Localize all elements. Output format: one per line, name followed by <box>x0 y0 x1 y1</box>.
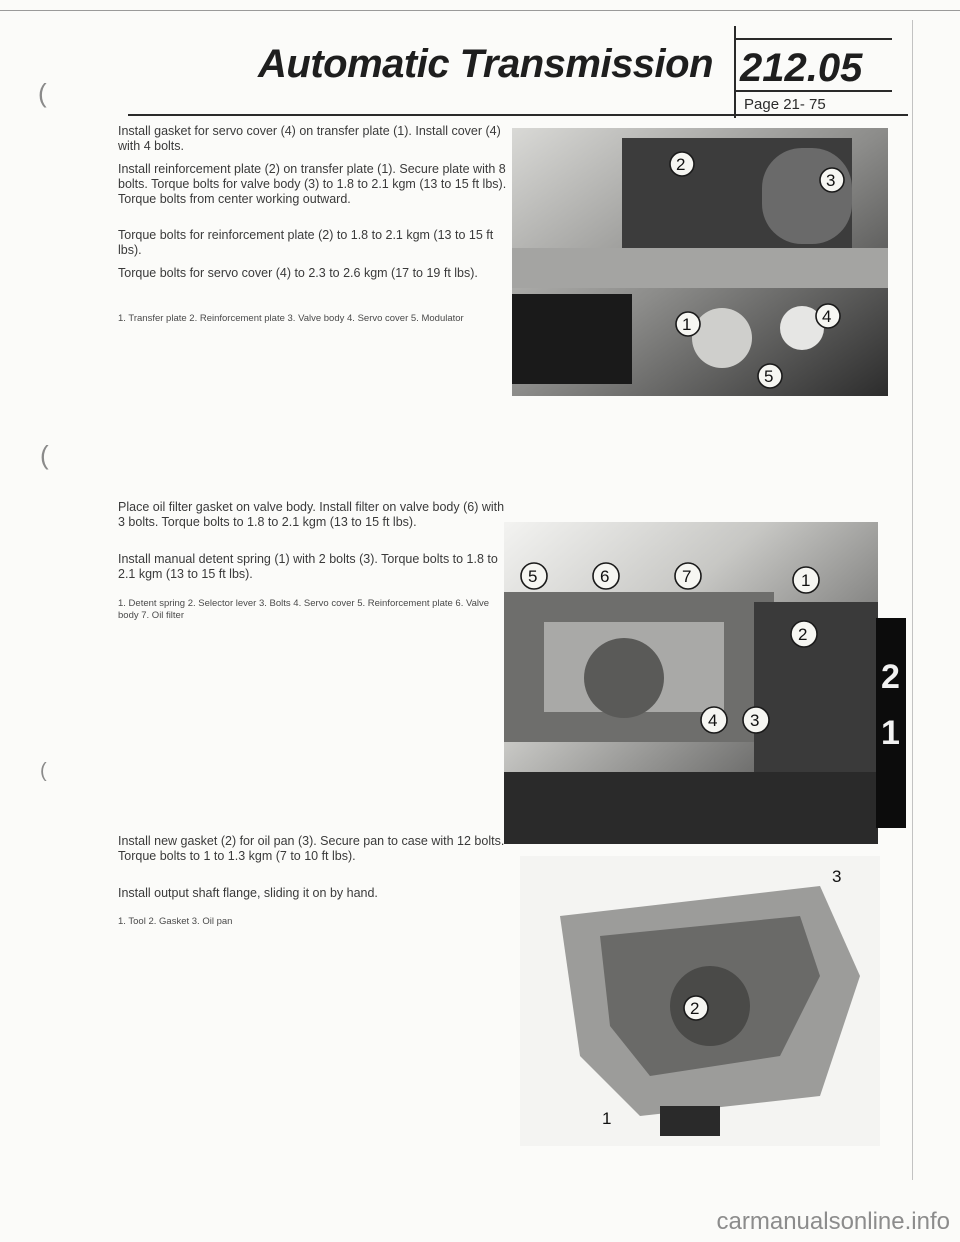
instruction-paragraph: Torque bolts for reinforcement plate (2) to 1.8 to 2.1 kgm (13 to 15 ft lbs). <box>118 228 494 257</box>
valve-body-photo <box>512 128 888 396</box>
instruction-paragraph: Install reinforcement plate (2) on transfer plate (1). Secure plate with 8 bolts. Torque bolts for valve body (3) to 1.8 to 2.1 kgm (13 to 15 ft lbs). Torque bolts from center working outward. <box>118 162 507 206</box>
svg-text:3: 3 <box>826 171 836 190</box>
punch-hole-mark: ( <box>40 760 47 782</box>
callout-5 <box>758 364 782 388</box>
page-title: Automatic Transmission <box>258 42 714 86</box>
callout-1 <box>602 1109 611 1128</box>
svg-text:4: 4 <box>708 711 718 730</box>
callout-2 <box>684 996 708 1020</box>
page-number: Page 21- 75 <box>744 96 826 113</box>
svg-text:7: 7 <box>682 567 692 586</box>
callout-1 <box>676 312 700 336</box>
svg-text:2: 2 <box>798 625 808 644</box>
punch-hole-mark: ( <box>38 78 47 108</box>
figure-legend: 1. Transfer plate 2. Reinforcement plate 3. Valve body 4. Servo cover 5. Modulator <box>118 313 464 324</box>
svg-text:3: 3 <box>750 711 760 730</box>
oil-pan-photo <box>520 856 880 1146</box>
filter-install-photo <box>504 522 878 844</box>
instruction-paragraph: Install gasket for servo cover (4) on transfer plate (1). Install cover (4) with 4 bolts. <box>118 124 501 153</box>
page-edge-line <box>912 20 913 1180</box>
section-number: 212.05 <box>740 46 863 90</box>
callout-5 <box>521 563 547 589</box>
punch-hole-mark: ( <box>40 440 49 470</box>
instruction-paragraph: Install output shaft flange, sliding it on by hand. <box>118 886 378 900</box>
callout-3 <box>743 707 769 733</box>
tab-digit: 1 <box>881 714 900 752</box>
callout-3 <box>820 168 844 192</box>
svg-text:6: 6 <box>600 567 610 586</box>
chapter-side-tab <box>876 618 906 828</box>
callout-4 <box>816 304 840 328</box>
callout-6 <box>593 563 619 589</box>
top-scan-line <box>0 10 960 11</box>
watermark: carmanualsonline.info <box>716 1208 950 1235</box>
svg-text:4: 4 <box>822 307 832 326</box>
callout-2 <box>791 621 817 647</box>
instruction-paragraph: Install manual detent spring (1) with 2 bolts (3). Torque bolts to 1.8 to 2.1 kgm (13 to 15 ft lbs). <box>118 552 498 581</box>
svg-text:3: 3 <box>832 867 842 886</box>
instruction-paragraph: Install new gasket (2) for oil pan (3). Secure pan to case with 12 bolts. Torque bolts to 1 to 1.3 kgm (7 to 10 ft lbs). <box>118 834 505 863</box>
svg-text:1: 1 <box>602 1109 612 1128</box>
callout-3 <box>832 867 841 886</box>
svg-text:2: 2 <box>676 155 686 174</box>
header-rule <box>128 114 908 116</box>
callout-7 <box>675 563 701 589</box>
figure-legend: 1. Tool 2. Gasket 3. Oil pan <box>118 916 233 927</box>
svg-text:1: 1 <box>801 571 811 590</box>
svg-text:2: 2 <box>690 999 700 1018</box>
instruction-paragraph: Torque bolts for servo cover (4) to 2.3 to 2.6 kgm (17 to 19 ft lbs). <box>118 266 478 280</box>
callout-4 <box>701 707 727 733</box>
svg-text:5: 5 <box>764 367 774 386</box>
figure-legend: 1. Detent spring 2. Selector lever 3. Bolts 4. Servo cover 5. Reinforcement plate 6. Valve body 7. Oil filter <box>118 598 490 621</box>
tab-digit: 2 <box>881 658 900 696</box>
instruction-paragraph: Place oil filter gasket on valve body. Install filter on valve body (6) with 3 bolts. Torque bolts to 1.8 to 2.1 kgm (13 to 15 ft lbs). <box>118 500 505 529</box>
callout-1 <box>793 567 819 593</box>
callout-2 <box>670 152 694 176</box>
svg-text:5: 5 <box>528 567 538 586</box>
svg-text:1: 1 <box>682 315 692 334</box>
